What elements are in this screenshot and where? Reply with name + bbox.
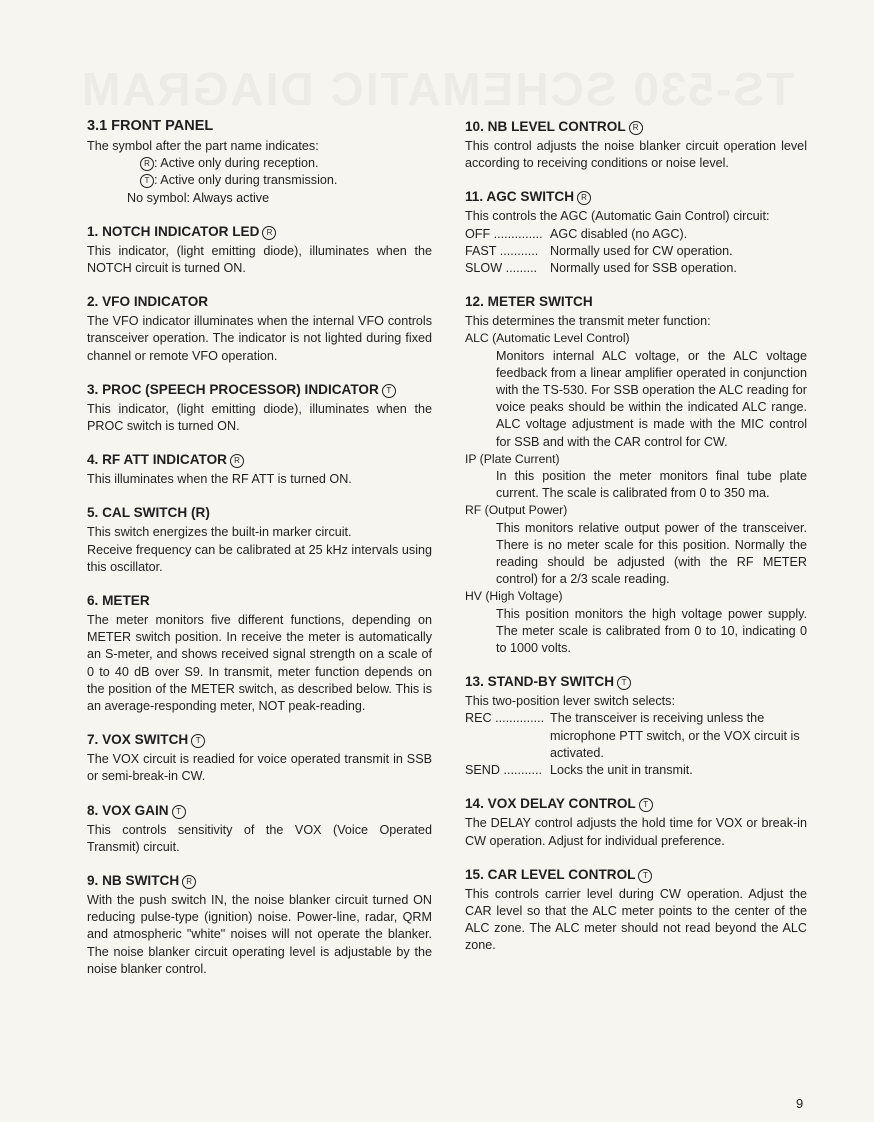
section-8-title: 8. VOX GAIN T <box>87 802 432 819</box>
section-14-text: The DELAY control adjusts the hold time for VOX or break-in CW operation. Adjust for individual preference. <box>465 816 807 848</box>
section-11-text: This controls the AGC (Automatic Gain Control) circuit: <box>465 209 770 224</box>
section-9 <box>87 872 432 978</box>
section-15-title: 15. CAR LEVEL CONTROL T <box>465 866 807 883</box>
section-11 <box>465 188 807 277</box>
section-7 <box>87 731 432 785</box>
section-1 <box>87 223 432 277</box>
section-1-title: 1. NOTCH INDICATOR LED R <box>87 223 432 240</box>
section-14-title: 14. VOX DELAY CONTROL T <box>465 795 807 812</box>
receive-symbol-icon: R <box>140 157 154 171</box>
section-15-text: This controls carrier level during CW operation. Adjust the CAR level so that the ALC meter points to the center of the ALC zone. The ALC meter should not read beyond the ALC zone. <box>465 886 807 953</box>
receive-symbol-icon: R <box>230 454 244 468</box>
section-3-text: This indicator, (light emitting diode), illuminates when the PROC switch is turned ON. <box>87 401 432 434</box>
symbols-intro: The symbol after the part name indicates: <box>87 139 319 153</box>
section-9-text: With the push switch IN, the noise blanker circuit turned ON reducing pulse-type (ignition) noise. Power-line, radar, QRM and atmospheric "white" noises will not operate the blanker. The noise blanker circuit operating level is adjustable by the noise blanker control. <box>87 893 432 976</box>
section-3-title: 3. PROC (SPEECH PROCESSOR) INDICATOR T <box>87 381 432 398</box>
section-14 <box>465 795 807 849</box>
section-3 <box>87 381 432 435</box>
transmit-symbol-icon: T <box>382 384 396 398</box>
transmit-symbol-icon: T <box>639 798 653 812</box>
section-9-title: 9. NB SWITCH R <box>87 872 432 889</box>
section-6-text: The meter monitors five different functions, depending on METER switch position. In receive the meter is automatically an S-meter, and shows received signal strength on a scale of 0 to 40 dB over S9. In transmit, meter function depends on the position of the METER switch, as described below. This is an average-responding meter, NOT peak-reading. <box>87 613 432 714</box>
symbol-r-line: R : Active only during reception. <box>87 155 432 172</box>
section-5-title: 5. CAL SWITCH (R) <box>87 505 210 521</box>
page-number: 9 <box>796 1096 804 1111</box>
hv-text: This position monitors the high voltage power supply. The meter scale is calibrated from 0 to 10, indicating 0 to 1000 volts. <box>496 606 807 656</box>
hv-label: HV (High Voltage) <box>465 589 563 604</box>
transmit-symbol-icon: T <box>638 869 652 883</box>
transmit-symbol-icon: T <box>191 734 205 748</box>
transmit-symbol-icon: T <box>172 805 186 819</box>
section-8-text: This controls sensitivity of the VOX (Voice Operated Transmit) circuit. <box>87 822 432 854</box>
agc-slow-row: SLOW ......... Normally used for SSB operation. <box>465 261 737 276</box>
bleed-through-title: TS-530 SCHEMATIC DIAGRAM <box>79 63 795 115</box>
transmit-symbol-icon: T <box>617 676 631 690</box>
section-15 <box>465 866 807 955</box>
section-7-text: The VOX circuit is readied for voice operated transmit in SSB or semi-break-in CW. <box>87 752 432 784</box>
section-13-title: 13. STAND-BY SWITCH T <box>465 673 807 690</box>
section-7-title: 7. VOX SWITCH T <box>87 731 432 748</box>
standby-rec-row: REC .............. The transceiver is receiving unless the microphone PTT switch, or the VOX circuit is activated. <box>465 711 800 760</box>
section-5 <box>87 504 432 576</box>
page-title: 3.1 FRONT PANEL <box>87 118 214 134</box>
section-5-text-1: This switch energizes the built-in marker circuit. <box>87 525 352 540</box>
symbol-t-line: T : Active only during transmission. <box>87 172 432 189</box>
section-4-text: This illuminates when the RF ATT is turned ON. <box>87 472 352 487</box>
section-1-text: This indicator, (light emitting diode), illuminates when the NOTCH circuit is turned ON. <box>87 243 432 276</box>
section-10-text: This control adjusts the noise blanker circuit operation level according to receiving conditions or noise level. <box>465 139 807 171</box>
section-2-title: 2. VFO INDICATOR <box>87 294 209 310</box>
section-10 <box>465 118 807 172</box>
section-2 <box>87 293 432 365</box>
section-11-title: 11. AGC SWITCH R <box>465 188 807 205</box>
section-12-text: This determines the transmit meter function: <box>465 314 711 329</box>
transmit-symbol-icon: T <box>140 174 154 188</box>
alc-text: Monitors internal ALC voltage, or the ALC voltage feedback from a linear amplifier operated in conjunction with the TS-530. For SSB operation the ALC reading for voice peaks should be within the indicated ALC range. ALC voltage adjustment is made with the MIC control for SSB and with the CAR control for CW. <box>496 348 807 449</box>
section-6-title: 6. METER <box>87 593 150 609</box>
agc-fast-row: FAST ........... Normally used for CW operation. <box>465 243 733 258</box>
receive-symbol-icon: R <box>629 121 643 135</box>
standby-send-row: SEND ........... Locks the unit in transmit. <box>465 763 693 778</box>
section-12-title: 12. METER SWITCH <box>465 294 593 310</box>
section-10-title: 10. NB LEVEL CONTROL R <box>465 118 807 135</box>
section-4 <box>87 451 432 488</box>
receive-symbol-icon: R <box>182 875 196 889</box>
section-4-title: 4. RF ATT INDICATOR R <box>87 451 432 468</box>
left-column <box>87 118 432 994</box>
section-6 <box>87 592 432 715</box>
rf-label: RF (Output Power) <box>465 503 568 518</box>
ip-text: In this position the meter monitors final tube plate current. The scale is calibrated from 0 to 350 ma. <box>496 469 807 501</box>
section-2-text: The VFO indicator illuminates when the internal VFO controls transceiver operation. The indicator is not lighted during fixed channel or remote VFO operation. <box>87 314 432 363</box>
alc-label: ALC (Automatic Level Control) <box>465 331 630 346</box>
section-front-panel <box>87 118 432 207</box>
section-13 <box>465 673 807 779</box>
receive-symbol-icon: R <box>577 191 591 205</box>
right-column <box>465 118 807 971</box>
ip-label: IP (Plate Current) <box>465 451 560 466</box>
receive-symbol-icon: R <box>262 226 276 240</box>
rf-text: This monitors relative output power of the transceiver. There is no meter scale for this position. Normally the reading should be adjusted (with the RF METER control) for a 2/3 scale reading. <box>496 520 807 587</box>
section-12 <box>465 293 807 657</box>
agc-off-row: OFF .............. AGC disabled (no AGC). <box>465 226 688 241</box>
no-symbol-line: No symbol: Always active <box>127 190 270 205</box>
section-5-text-2: Receive frequency can be calibrated at 25 kHz intervals using this oscillator. <box>87 542 432 574</box>
section-13-text: This two-position lever switch selects: <box>465 694 675 709</box>
section-8 <box>87 802 432 856</box>
